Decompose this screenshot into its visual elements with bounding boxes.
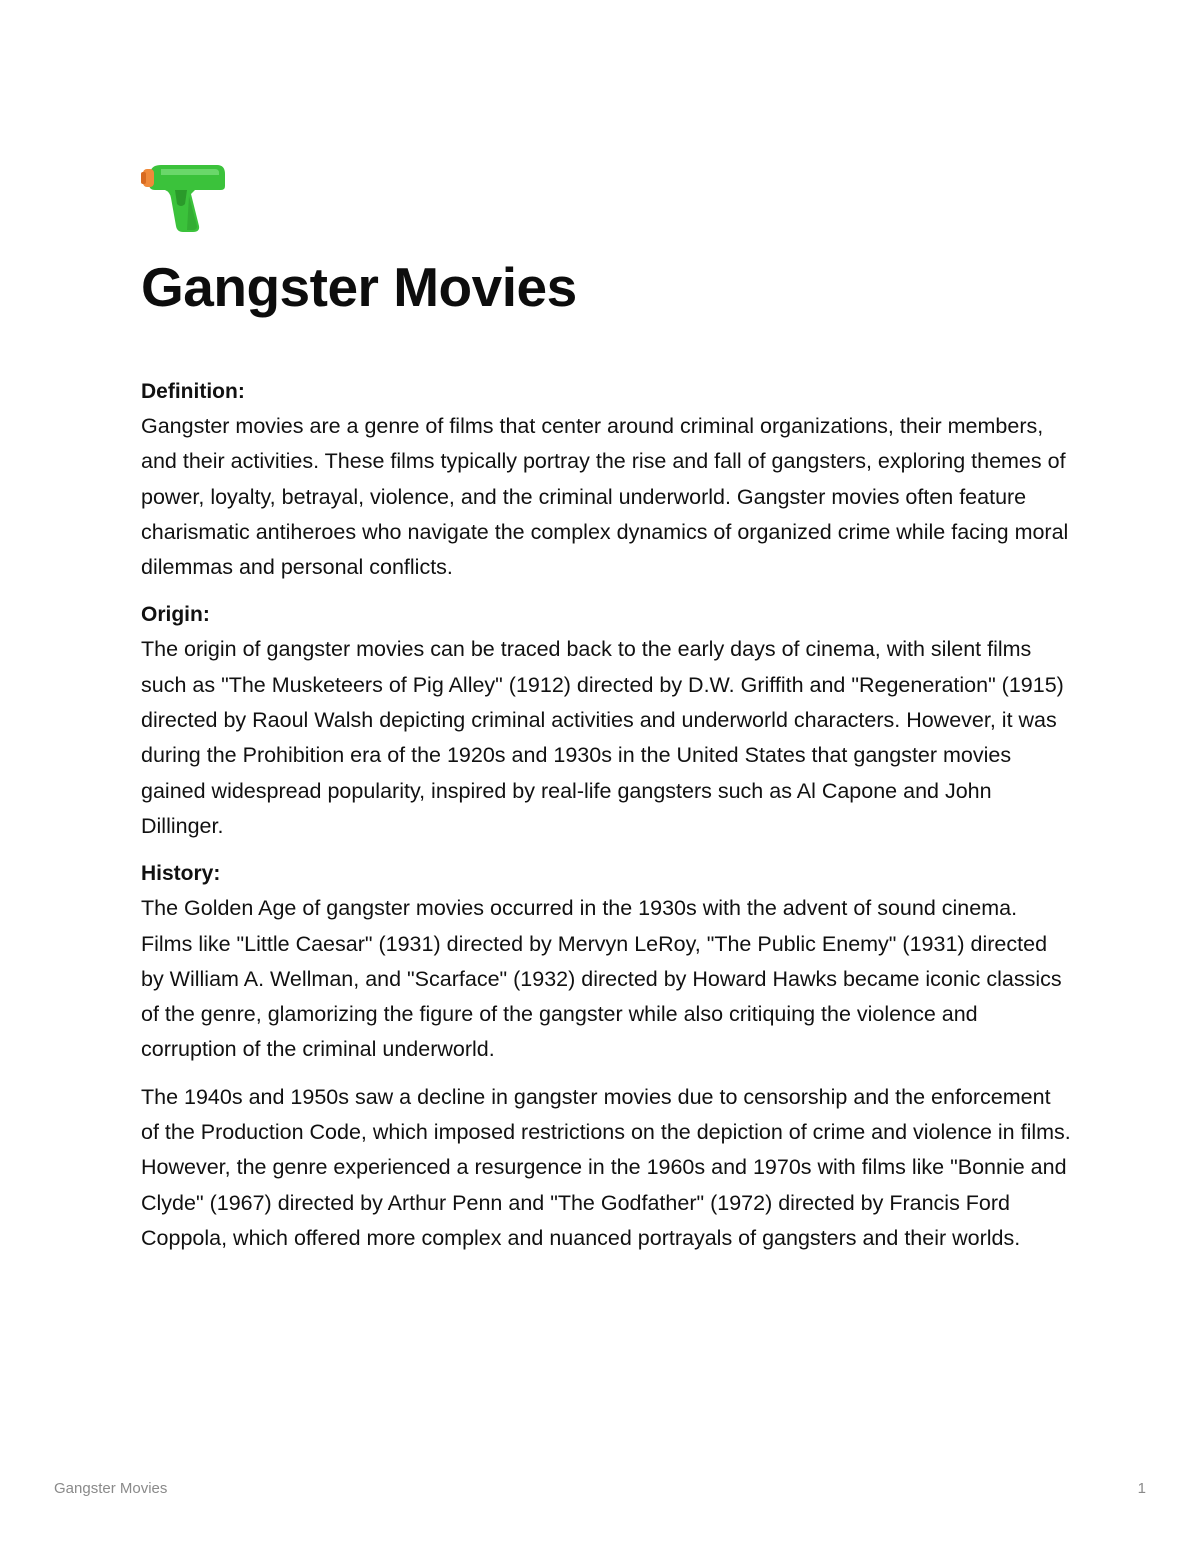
section-heading: Origin: (141, 603, 210, 627)
page-title: Gangster Movies (141, 256, 577, 318)
document-content (141, 160, 1071, 1268)
section-heading: Definition: (141, 380, 245, 403)
section-paragraph: The 1940s and 1950s saw a decline in gangster movies due to censorship and the enforcement of the Production Code, which imposed restrictions on the depiction of crime and violence in films. However, the genre experienced a resurgence in the 1960s and 1970s with films like "Bonnie and Clyde" (1967) directed by Arthur Penn and "The Godfather" (1972) directed by Francis Ford Coppola, which offered more complex and nuanced portrayals of gangsters and their worlds. (141, 1084, 1071, 1250)
section-heading: History: (141, 862, 221, 886)
section-paragraph: The origin of gangster movies can be traced back to the early days of cinema, with silent films such as "The Musketeers of Pig Alley" (1912) directed by D.W. Griffith and "Regeneration" (1915) directed by Raoul Walsh depicting criminal activities and underworld characters. However, it was during the Prohibition era of the 1920s and 1930s in the United States that gangster movies gained widespread popularity, inspired by real-life gangsters such as Al Capone and John Dillinger. (141, 637, 1064, 838)
section-history (141, 856, 1071, 1256)
section-paragraph: The Golden Age of gangster movies occurred in the 1930s with the advent of sound cinema. Films like "Little Caesar" (1931) directed by Mervyn LeRoy, "The Public Enemy" (1931) directed by William A. Wellman, and "Scarface" (1932) directed by Howard Hawks became iconic classics of the genre, glamorizing the figure of the gangster while also critiquing the violence and corruption of the criminal underworld. (141, 896, 1062, 1062)
section-paragraph: Gangster movies are a genre of films that center around criminal organizations, their members, and their activities. These films typically portray the rise and fall of gangsters, exploring themes of power, loyalty, betrayal, violence, and the criminal underworld. Gangster movies often feature charismatic antiheroes who navigate the complex dynamics of organized crime while facing moral dilemmas and personal conflicts. (141, 414, 1069, 580)
footer-doc-name: Gangster Movies (54, 1480, 168, 1497)
section-origin (141, 597, 1071, 844)
water-pistol-icon (141, 160, 231, 236)
footer-page-number: 1 (1137, 1480, 1146, 1497)
section-definition (141, 374, 1071, 585)
